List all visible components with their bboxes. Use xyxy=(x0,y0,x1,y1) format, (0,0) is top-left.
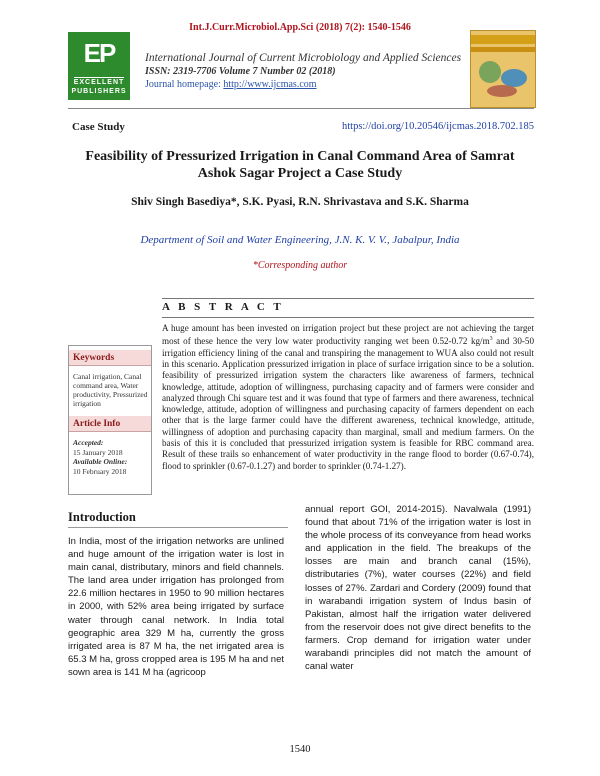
article-type: Case Study xyxy=(72,121,125,133)
affiliation: Department of Soil and Water Engineering, J.N. K. V. V., Jabalpur, India xyxy=(140,234,460,246)
online-date: 10 February 2018 xyxy=(73,466,127,476)
abstract-text-part1: A huge amount has been invested on irrigation project but these project are not achieving the target most of these hence the very low water productivity ranging wet been 0.52-0.72 kg/m xyxy=(162,323,534,347)
abstract-text-part2: and 30-50 irrigation efficiency lining of the canal and transpiring the management to WUA also could not result in this scenario. Application pressurized irrigation in place of surface irrigation since to be a solution. feasibility of pressurized irrigation system the characters like awareness of farmers, technical knowledge, attitude, adoption of willingness, purchasing capacity and of farmers were consider and analyzed through Chi square test and it was found that type of farmers and there awareness, technical knowledge, attitude, adoption of willingness and purchasing capacity of farmers dependent on each other that is the large farmer could have the different awareness, technical knowledge, attitude, willingness of adoption and purchasing capacity than marginal, small and medium farmers. On the basis of this it is concluded that pressurized irrigation system is feasible for RBC command area. Result of these trails so enhancement of water productivity in the range flood to border (0.67-0.74), flood to sprinkler (0.67-0.1.27) and border to sprinkler (0.74-1.27). xyxy=(162,336,534,471)
cover-graphic xyxy=(487,85,517,97)
abstract-heading: A B S T R A C T xyxy=(162,301,284,313)
logo-divider xyxy=(74,77,124,78)
introduction-heading: Introduction xyxy=(68,510,136,524)
doi-link[interactable]: https://doi.org/10.20546/ijcmas.2018.702.185 xyxy=(341,121,534,132)
issn-line: ISSN: 2319-7706 Volume 7 Number 02 (2018) xyxy=(145,66,336,77)
journal-cover-image xyxy=(470,30,536,108)
title-line-1: Feasibility of Pressurized Irrigation in Canal Command Area of Samrat xyxy=(85,149,515,164)
article-sidebar xyxy=(68,345,152,495)
publisher-logo xyxy=(68,32,130,100)
cover-band xyxy=(471,35,535,44)
body-column-left: In India, most of the irrigation networks are unlined and huge amount of the irrigation water is lost in main canal, distributary, minors and field channels. The land area under irrigation has prolonged from 22.6 million hectares in 1950 to 90 million hectares in 2000, with 52% area being irrigated by surface water through canal network. In India total geographic area 329 M ha, currently the gross irrigated area is 87 M ha, the net irrigated area is 65.3 M ha, gross cropped area is 195 M ha and net sown area is 141 M ha (agricoop xyxy=(68,536,284,678)
journal-homepage xyxy=(145,79,317,90)
body-column-right: annual report GOI, 2014-2015). Navalwala (1991) found that about 71% of the irrigation water is lost in the whole process of its conveyance from head works and application in the field. The breakups of the losses are main and branch canal (15%), distributaries (7%), water courses (22%) and field losses of 27%. Zardari and Cordery (2009) found that in warabandi irrigation system of Indus basin of Pakistan, almost half the irrigation water delivered from the reservoir does not give direct benefits to the farmers. Crop demand for irrigation water under warabandi principles did not match the amount of canal water xyxy=(305,504,531,673)
journal-name: International Journal of Current Microbiology and Applied Sciences xyxy=(145,52,462,64)
cover-band-thin xyxy=(471,47,535,52)
page-number: 1540 xyxy=(289,744,311,755)
authors: Shiv Singh Basediya*, S.K. Pyasi, R.N. Shrivastava and S.K. Sharma xyxy=(131,196,469,208)
logo-sub1: EXCELLENT xyxy=(73,79,125,86)
keywords-list: Canal irrigation, Canal command area, Water productivity, Pressurized irrigation xyxy=(73,372,148,408)
cover-graphic xyxy=(479,61,501,83)
article-title xyxy=(60,148,540,182)
article-info xyxy=(73,438,151,476)
logo-letters: EP xyxy=(83,38,115,68)
accepted-date: 15 January 2018 xyxy=(73,447,123,457)
title-line-2: Ashok Sagar Project a Case Study xyxy=(197,166,403,181)
accepted-label: Accepted: xyxy=(73,438,104,447)
keywords-heading: Keywords xyxy=(69,350,151,366)
introduction-rule xyxy=(68,527,288,528)
citation-line: Int.J.Curr.Microbiol.App.Sci (2018) 7(2): 1540-1546 xyxy=(189,22,411,33)
homepage-link[interactable]: http://www.ijcmas.com xyxy=(223,79,317,90)
abstract-superscript: 3 xyxy=(489,336,493,343)
online-label: Available Online: xyxy=(73,457,128,466)
abstract-text xyxy=(162,323,534,472)
logo-sub2: PUBLISHERS xyxy=(71,88,127,95)
corresponding-author: *Corresponding author xyxy=(252,260,348,271)
article-info-heading: Article Info xyxy=(69,416,151,432)
abstract-header xyxy=(162,298,534,318)
homepage-label: Journal homepage: xyxy=(145,79,224,90)
header-divider xyxy=(68,108,534,109)
